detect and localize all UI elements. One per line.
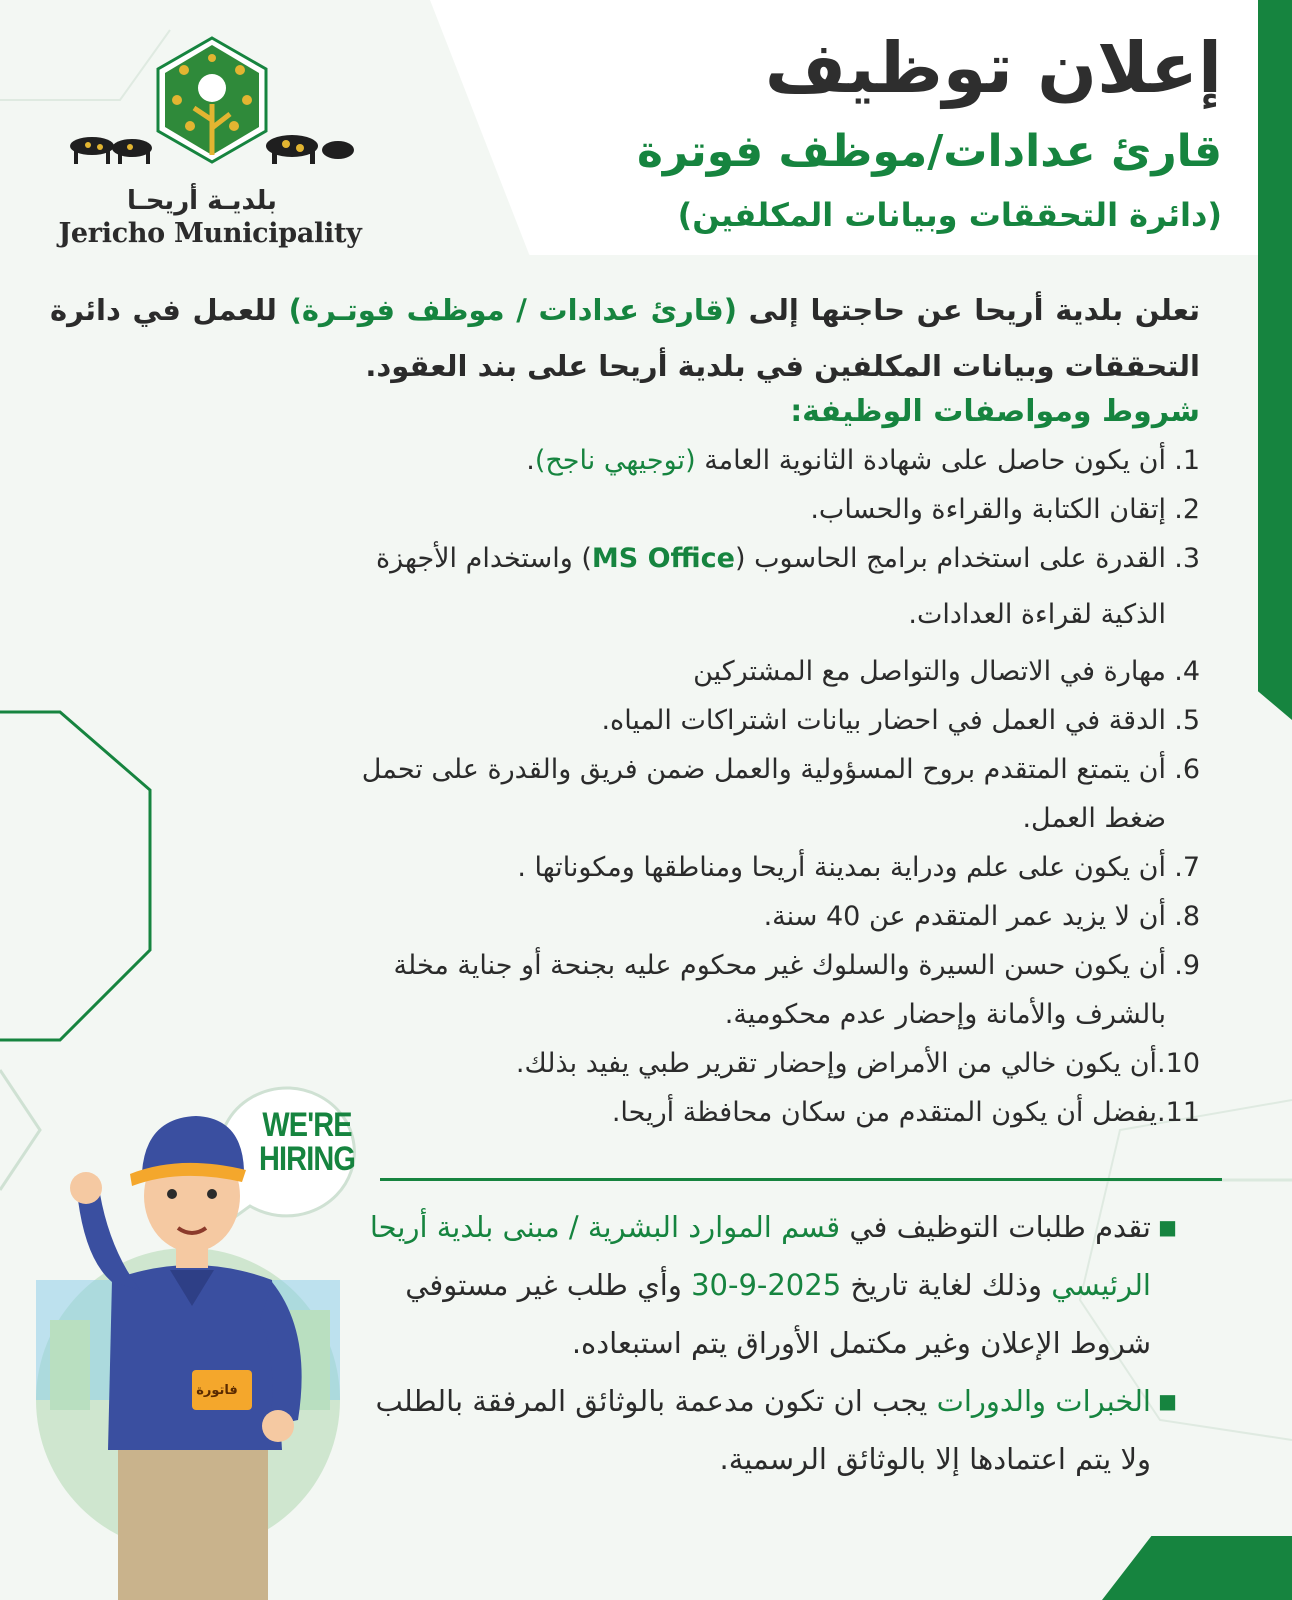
list-item (160, 696, 1200, 745)
item-text-continued: الذكية لقراءة العدادات. (908, 599, 1166, 630)
logo-arabic-name: بلديـة أريحـا (127, 186, 277, 216)
deadline-date: 30-9-2025 (691, 1268, 842, 1302)
item-text: إتقان الكتابة والقراءة والحساب. (810, 494, 1166, 525)
item-text: الدقة في العمل في احضار بيانات اشتراكات المياه. (601, 705, 1166, 736)
list-item (160, 485, 1200, 534)
item-text: يفضل أن يكون المتقدم من سكان محافظة أريحا. (611, 1097, 1158, 1128)
item-number: 1. (1174, 445, 1200, 476)
item-highlight: (توجيهي ناجح) (534, 445, 696, 476)
item-number: 3. (1174, 543, 1200, 574)
intro-highlight: (قارئ عدادات / موظف فوتـرة) (288, 293, 738, 327)
item-number: 9. (1174, 950, 1200, 981)
job-title: قارئ عدادات/موظف فوترة (636, 126, 1222, 177)
list-item (347, 1198, 1177, 1372)
intro-text-2: للعمل في دائرة التحققات وبيانات المكلفين في بلدية أريحا على بند العقود. (50, 293, 1200, 383)
bullet-text: يجب ان تكون مدعمة بالوثائق المرفقة بالطلب ولا يتم اعتمادها إلا بالوثائق الرسمية. (375, 1384, 1151, 1476)
bullet-square-icon: ■ (1158, 1215, 1177, 1239)
item-text-after: . (526, 445, 535, 476)
list-item (160, 436, 1200, 485)
item-text: القدرة على استخدام برامج الحاسوب ( (734, 543, 1166, 574)
bullet-highlight: الخبرات والدورات (936, 1384, 1151, 1418)
item-text: أن يكون حسن السيرة والسلوك غير محكوم عليه بجنحة أو جناية مخلة (393, 950, 1166, 981)
list-item (347, 1372, 1177, 1488)
list-item (160, 941, 1200, 1039)
item-number: 2. (1174, 494, 1200, 525)
hiring-line-1: WE'RE (262, 1106, 352, 1144)
item-text: أن يكون خالي من الأمراض وإحضار تقرير طبي يفيد بذلك. (515, 1048, 1158, 1079)
hiring-bubble-text (252, 1108, 363, 1176)
list-item (160, 534, 1200, 647)
item-number: 5. (1174, 705, 1200, 736)
item-number: 7. (1174, 852, 1200, 883)
bullet-square-icon: ■ (1158, 1389, 1177, 1413)
item-text: مهارة في الاتصال والتواصل مع المشتركين (693, 656, 1166, 687)
section-divider (380, 1178, 1222, 1181)
right-green-band (1258, 0, 1292, 720)
invoice-card-label: فاتورة (196, 1383, 238, 1398)
item-number: 8. (1174, 901, 1200, 932)
item-number: 4. (1174, 656, 1200, 687)
bullet-text: وأي طلب غير مستوفي شروط الإعلان وغير مكتمل الأوراق يتم استبعاده. (405, 1268, 1151, 1360)
item-number: 11. (1157, 1097, 1200, 1128)
requirements-list (160, 436, 1200, 1137)
item-text: أن يكون حاصل على شهادة الثانوية العامة (695, 445, 1166, 476)
requirements-title: شروط ومواصفات الوظيفة: (790, 394, 1200, 429)
item-text: أن يتمتع المتقدم بروح المسؤولية والعمل ضمن فريق والقدرة على تحمل (361, 754, 1166, 785)
item-number: 6. (1174, 754, 1200, 785)
page-title: إعلان توظيف (764, 27, 1222, 109)
intro-paragraph (50, 282, 1200, 394)
application-notes (347, 1198, 1177, 1488)
list-item (160, 843, 1200, 892)
item-text-continued: ضغط العمل. (1022, 803, 1166, 834)
item-text-continued: بالشرف والأمانة وإحضار عدم محكومية. (724, 999, 1166, 1030)
item-number: 10. (1157, 1048, 1200, 1079)
intro-text-1: تعلن بلدية أريحا عن حاجتها إلى (737, 293, 1200, 327)
item-text: أن لا يزيد عمر المتقدم عن 40 سنة. (763, 901, 1166, 932)
item-highlight: MS Office (591, 543, 735, 574)
list-item (160, 892, 1200, 941)
item-text-after: ) واستخدام الأجهزة (375, 543, 592, 574)
list-item (160, 745, 1200, 843)
bullet-text: وذلك لغاية تاريخ (841, 1268, 1052, 1302)
bullet-text: تقدم طلبات التوظيف في (840, 1210, 1151, 1244)
item-text: أن يكون على علم ودراية بمدينة أريحا ومناطقها ومكوناتها . (517, 852, 1166, 883)
list-item (160, 647, 1200, 696)
hiring-line-2: HIRING (258, 1140, 356, 1178)
bullet-highlight: قسم الموارد البشرية / مبنى بلدية أريحا الرئيسي (369, 1210, 1151, 1302)
logo-english-name: Jericho Municipality (58, 218, 362, 249)
department-title: (دائرة التحققات وبيانات المكلفين) (677, 196, 1222, 234)
